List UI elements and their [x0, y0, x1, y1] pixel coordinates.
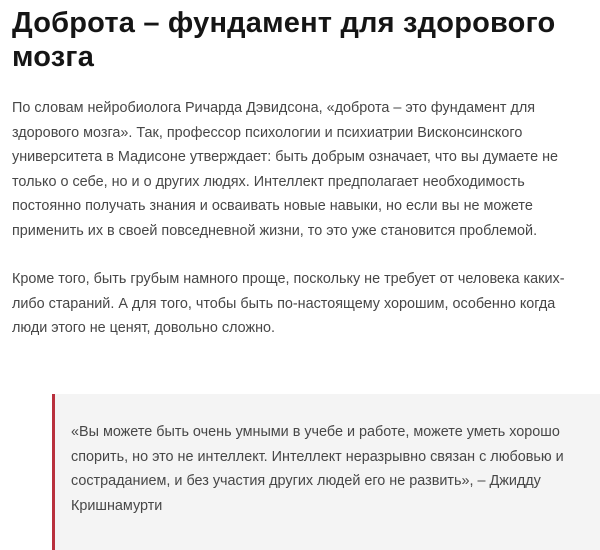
article-title: Доброта – фундамент для здорового мозга [12, 7, 556, 73]
blockquote [52, 394, 600, 550]
article-paragraph: Кроме того, быть грубым намного проще, поскольку не требует от человека каких-либо стараний. А для того, чтобы быть по-настоящему хорошим, особенно когда люди этого не ценят, довольно сложно. [12, 271, 565, 336]
article-paragraph: По словам нейробиолога Ричарда Дэвидсона, «доброта – это фундамент для здорового мозга». Так, профессор психологии и психиатрии Висконсинского университета в Мадисоне утверждает: быть добрым означает, что вы думаете не только о себе, но и о других людях. Интеллект предполагает необходимость постоянно получать знания и осваивать новые навыки, но если вы не можете применить их в своей повседневной жизни, то это уже становится проблемой. [12, 100, 559, 239]
article-body [12, 6, 592, 341]
quote-text: «Вы можете быть очень умными в учебе и работе, можете уметь хорошо спорить, но это не интеллект. Интеллект неразрывно связан с любовью и состраданием, и без участия других людей его не развить», – Джидду Кришнамурти [71, 424, 564, 514]
